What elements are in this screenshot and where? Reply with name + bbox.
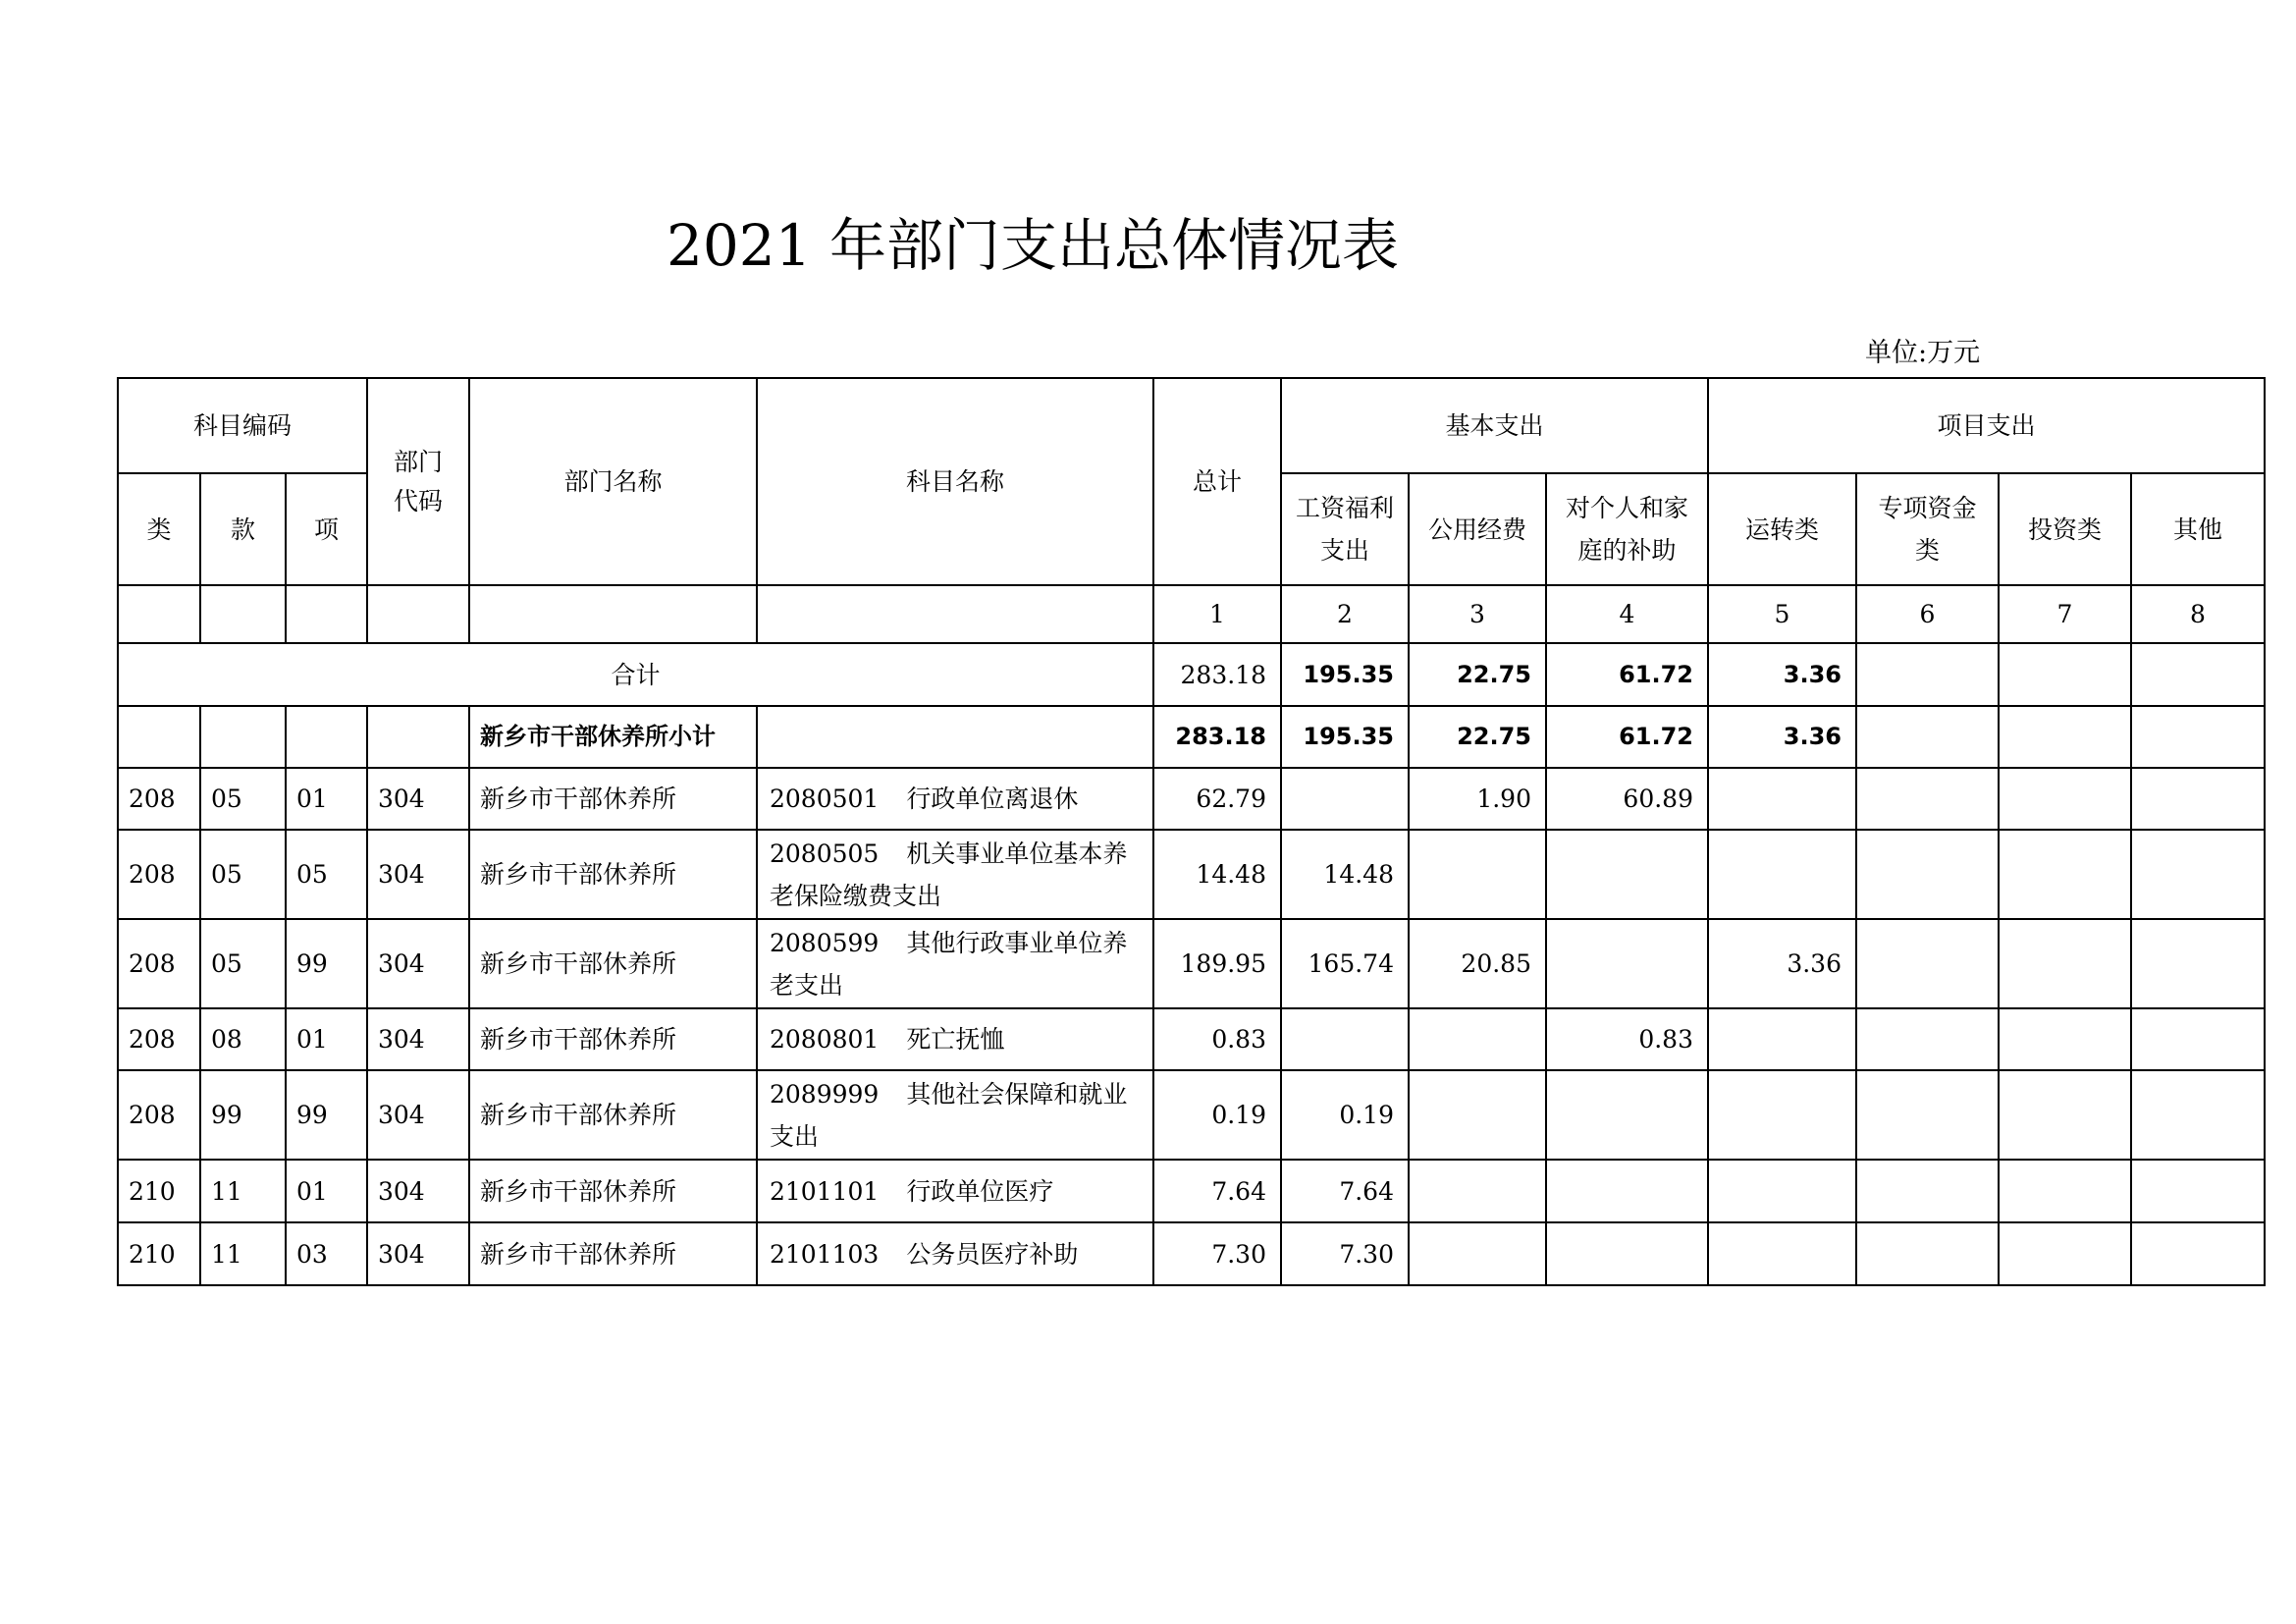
column-number-row [118, 585, 2265, 643]
amount-cell: 7.64 [1153, 1160, 1281, 1222]
lei-cell: 210 [118, 1160, 200, 1222]
col-number: 6 [1856, 585, 1999, 643]
header-dept-code: 部门代码 [367, 378, 469, 585]
subtotal-value [1999, 706, 2131, 768]
table-row [118, 1222, 2265, 1285]
amount-cell: 7.64 [1281, 1160, 1409, 1222]
subtotal-value: 195.35 [1281, 706, 1409, 768]
subject-code: 2080599 [770, 928, 880, 957]
col-number: 8 [2131, 585, 2265, 643]
header-kuan: 款 [200, 473, 286, 585]
amount-cell [1546, 830, 1708, 919]
amount-cell [1281, 768, 1409, 830]
amount-cell: 7.30 [1281, 1222, 1409, 1285]
lei-cell: 208 [118, 919, 200, 1008]
subject-code: 2101101 [770, 1176, 880, 1206]
total-row [118, 643, 2265, 706]
amount-cell: 20.85 [1409, 919, 1546, 1008]
amount-cell [1999, 1222, 2131, 1285]
header-personal: 对个人和家庭的补助 [1546, 473, 1708, 585]
kuan-cell: 05 [200, 830, 286, 919]
subject-code: 2080505 [770, 839, 880, 868]
lei-cell: 208 [118, 1070, 200, 1160]
dept-name-cell: 新乡市干部休养所 [469, 830, 757, 919]
amount-cell [1708, 1222, 1856, 1285]
amount-cell: 3.36 [1708, 919, 1856, 1008]
amount-cell: 14.48 [1281, 830, 1409, 919]
subtotal-value [2131, 706, 2265, 768]
dept-code-cell: 304 [367, 1070, 469, 1160]
subject-name-cell [757, 1222, 1153, 1285]
subject-name: 行政单位医疗 [906, 1176, 1054, 1206]
amount-cell: 1.90 [1409, 768, 1546, 830]
dept-code-cell: 304 [367, 919, 469, 1008]
amount-cell [1856, 830, 1999, 919]
blank-cell [367, 585, 469, 643]
table-row [118, 768, 2265, 830]
blank-cell [118, 585, 200, 643]
header-basic: 基本支出 [1281, 378, 1708, 473]
total-label: 合计 [118, 643, 1153, 706]
col-number: 3 [1409, 585, 1546, 643]
header-subject-name: 科目名称 [757, 378, 1153, 585]
dept-name-cell: 新乡市干部休养所 [469, 768, 757, 830]
amount-cell [1708, 768, 1856, 830]
header-wage: 工资福利支出 [1281, 473, 1409, 585]
page-title-text: 2021 年部门支出总体情况表 [666, 212, 1399, 279]
amount-cell [1999, 1008, 2131, 1070]
subject-name: 其他行政事业单位养老支出 [770, 928, 1128, 1000]
amount-cell [1409, 1222, 1546, 1285]
table-row [118, 1160, 2265, 1222]
blank-cell [367, 706, 469, 768]
subtotal-label: 新乡市干部休养所小计 [469, 706, 757, 768]
amount-cell [1856, 1070, 1999, 1160]
amount-cell [1856, 919, 1999, 1008]
amount-cell [2131, 768, 2265, 830]
kuan-cell: 99 [200, 1070, 286, 1160]
header-lei: 类 [118, 473, 200, 585]
kuan-cell: 05 [200, 768, 286, 830]
subject-name-cell [757, 1160, 1153, 1222]
amount-cell [2131, 1222, 2265, 1285]
amount-cell [1546, 1222, 1708, 1285]
amount-cell [1409, 830, 1546, 919]
amount-cell [1281, 1008, 1409, 1070]
amount-cell: 7.30 [1153, 1222, 1281, 1285]
header-dept-name: 部门名称 [469, 378, 757, 585]
lei-cell: 208 [118, 830, 200, 919]
amount-cell: 62.79 [1153, 768, 1281, 830]
amount-cell [1708, 1008, 1856, 1070]
dept-code-cell: 304 [367, 768, 469, 830]
subject-code: 2101103 [770, 1239, 880, 1269]
header-row-1 [118, 378, 2265, 473]
amount-cell [2131, 1160, 2265, 1222]
amount-cell: 165.74 [1281, 919, 1409, 1008]
header-subject-code: 科目编码 [118, 378, 367, 473]
subtotal-value [1856, 706, 1999, 768]
amount-cell [2131, 1008, 2265, 1070]
xiang-cell: 01 [286, 1008, 367, 1070]
blank-cell [200, 706, 286, 768]
col-number: 1 [1153, 585, 1281, 643]
subject-name-cell [757, 830, 1153, 919]
xiang-cell: 01 [286, 1160, 367, 1222]
xiang-cell: 99 [286, 919, 367, 1008]
kuan-cell: 08 [200, 1008, 286, 1070]
kuan-cell: 11 [200, 1160, 286, 1222]
header-public: 公用经费 [1409, 473, 1546, 585]
total-value: 283.18 [1153, 643, 1281, 706]
amount-cell [1546, 919, 1708, 1008]
header-invest: 投资类 [1999, 473, 2131, 585]
amount-cell: 0.19 [1153, 1070, 1281, 1160]
total-value: 195.35 [1281, 643, 1409, 706]
amount-cell [1999, 830, 2131, 919]
xiang-cell: 03 [286, 1222, 367, 1285]
amount-cell [1708, 830, 1856, 919]
total-value [2131, 643, 2265, 706]
header-operation: 运转类 [1708, 473, 1856, 585]
kuan-cell: 11 [200, 1222, 286, 1285]
dept-name-cell: 新乡市干部休养所 [469, 1008, 757, 1070]
amount-cell: 0.83 [1546, 1008, 1708, 1070]
subtotal-value: 3.36 [1708, 706, 1856, 768]
amount-cell [1546, 1070, 1708, 1160]
amount-cell [2131, 919, 2265, 1008]
header-total: 总计 [1153, 378, 1281, 585]
amount-cell [1856, 768, 1999, 830]
dept-name-cell: 新乡市干部休养所 [469, 1160, 757, 1222]
blank-cell [757, 706, 1153, 768]
lei-cell: 208 [118, 768, 200, 830]
xiang-cell: 99 [286, 1070, 367, 1160]
subject-name-cell [757, 768, 1153, 830]
subject-name: 公务员医疗补助 [906, 1239, 1079, 1269]
xiang-cell: 01 [286, 768, 367, 830]
table-row [118, 1070, 2265, 1160]
xiang-cell: 05 [286, 830, 367, 919]
page-title [0, 211, 1399, 280]
dept-name-cell: 新乡市干部休养所 [469, 1070, 757, 1160]
subject-name-cell [757, 919, 1153, 1008]
amount-cell [1856, 1008, 1999, 1070]
subject-code: 2080801 [770, 1025, 880, 1054]
blank-cell [286, 706, 367, 768]
col-number: 5 [1708, 585, 1856, 643]
amount-cell: 189.95 [1153, 919, 1281, 1008]
subject-name: 机关事业单位基本养老保险缴费支出 [770, 839, 1128, 910]
header-other: 其他 [2131, 473, 2265, 585]
amount-cell [1708, 1160, 1856, 1222]
amount-cell [1708, 1070, 1856, 1160]
total-value [1999, 643, 2131, 706]
header-project: 项目支出 [1708, 378, 2265, 473]
subject-code: 2089999 [770, 1079, 880, 1109]
amount-cell [1546, 1160, 1708, 1222]
lei-cell: 208 [118, 1008, 200, 1070]
dept-code-cell: 304 [367, 1160, 469, 1222]
table-row [118, 919, 2265, 1008]
subtotal-value: 22.75 [1409, 706, 1546, 768]
total-value: 3.36 [1708, 643, 1856, 706]
kuan-cell: 05 [200, 919, 286, 1008]
amount-cell [1999, 1070, 2131, 1160]
amount-cell: 0.83 [1153, 1008, 1281, 1070]
amount-cell [1856, 1222, 1999, 1285]
subtotal-value: 283.18 [1153, 706, 1281, 768]
amount-cell [2131, 830, 2265, 919]
amount-cell [2131, 1070, 2265, 1160]
amount-cell [1856, 1160, 1999, 1222]
dept-code-cell: 304 [367, 1008, 469, 1070]
amount-cell: 0.19 [1281, 1070, 1409, 1160]
dept-code-cell: 304 [367, 1222, 469, 1285]
total-value [1856, 643, 1999, 706]
dept-name-cell: 新乡市干部休养所 [469, 919, 757, 1008]
blank-cell [200, 585, 286, 643]
blank-cell [286, 585, 367, 643]
amount-cell [1409, 1070, 1546, 1160]
header-special: 专项资金类 [1856, 473, 1999, 585]
amount-cell [1999, 1160, 2131, 1222]
col-number: 2 [1281, 585, 1409, 643]
header-xiang: 项 [286, 473, 367, 585]
subject-name: 行政单位离退休 [906, 785, 1079, 813]
subject-name: 死亡抚恤 [906, 1025, 1005, 1054]
amount-cell: 14.48 [1153, 830, 1281, 919]
table-row [118, 830, 2265, 919]
amount-cell [1999, 919, 2131, 1008]
col-number: 4 [1546, 585, 1708, 643]
data-rows [118, 768, 2265, 1285]
blank-cell [469, 585, 757, 643]
unit-label: 单位:万元 [1865, 338, 1981, 368]
amount-cell: 60.89 [1546, 768, 1708, 830]
dept-code-cell: 304 [367, 830, 469, 919]
expenditure-table [117, 377, 2266, 1286]
amount-cell [1409, 1008, 1546, 1070]
col-number: 7 [1999, 585, 2131, 643]
subject-name: 其他社会保障和就业支出 [770, 1079, 1128, 1151]
subtotal-row [118, 706, 2265, 768]
subject-name-cell [757, 1008, 1153, 1070]
lei-cell: 210 [118, 1222, 200, 1285]
subtotal-value: 61.72 [1546, 706, 1708, 768]
subject-code: 2080501 [770, 785, 880, 813]
table-row [118, 1008, 2265, 1070]
amount-cell [1999, 768, 2131, 830]
total-value: 61.72 [1546, 643, 1708, 706]
amount-cell [1409, 1160, 1546, 1222]
blank-cell [757, 585, 1153, 643]
dept-name-cell: 新乡市干部休养所 [469, 1222, 757, 1285]
blank-cell [118, 706, 200, 768]
subject-name-cell [757, 1070, 1153, 1160]
total-value: 22.75 [1409, 643, 1546, 706]
